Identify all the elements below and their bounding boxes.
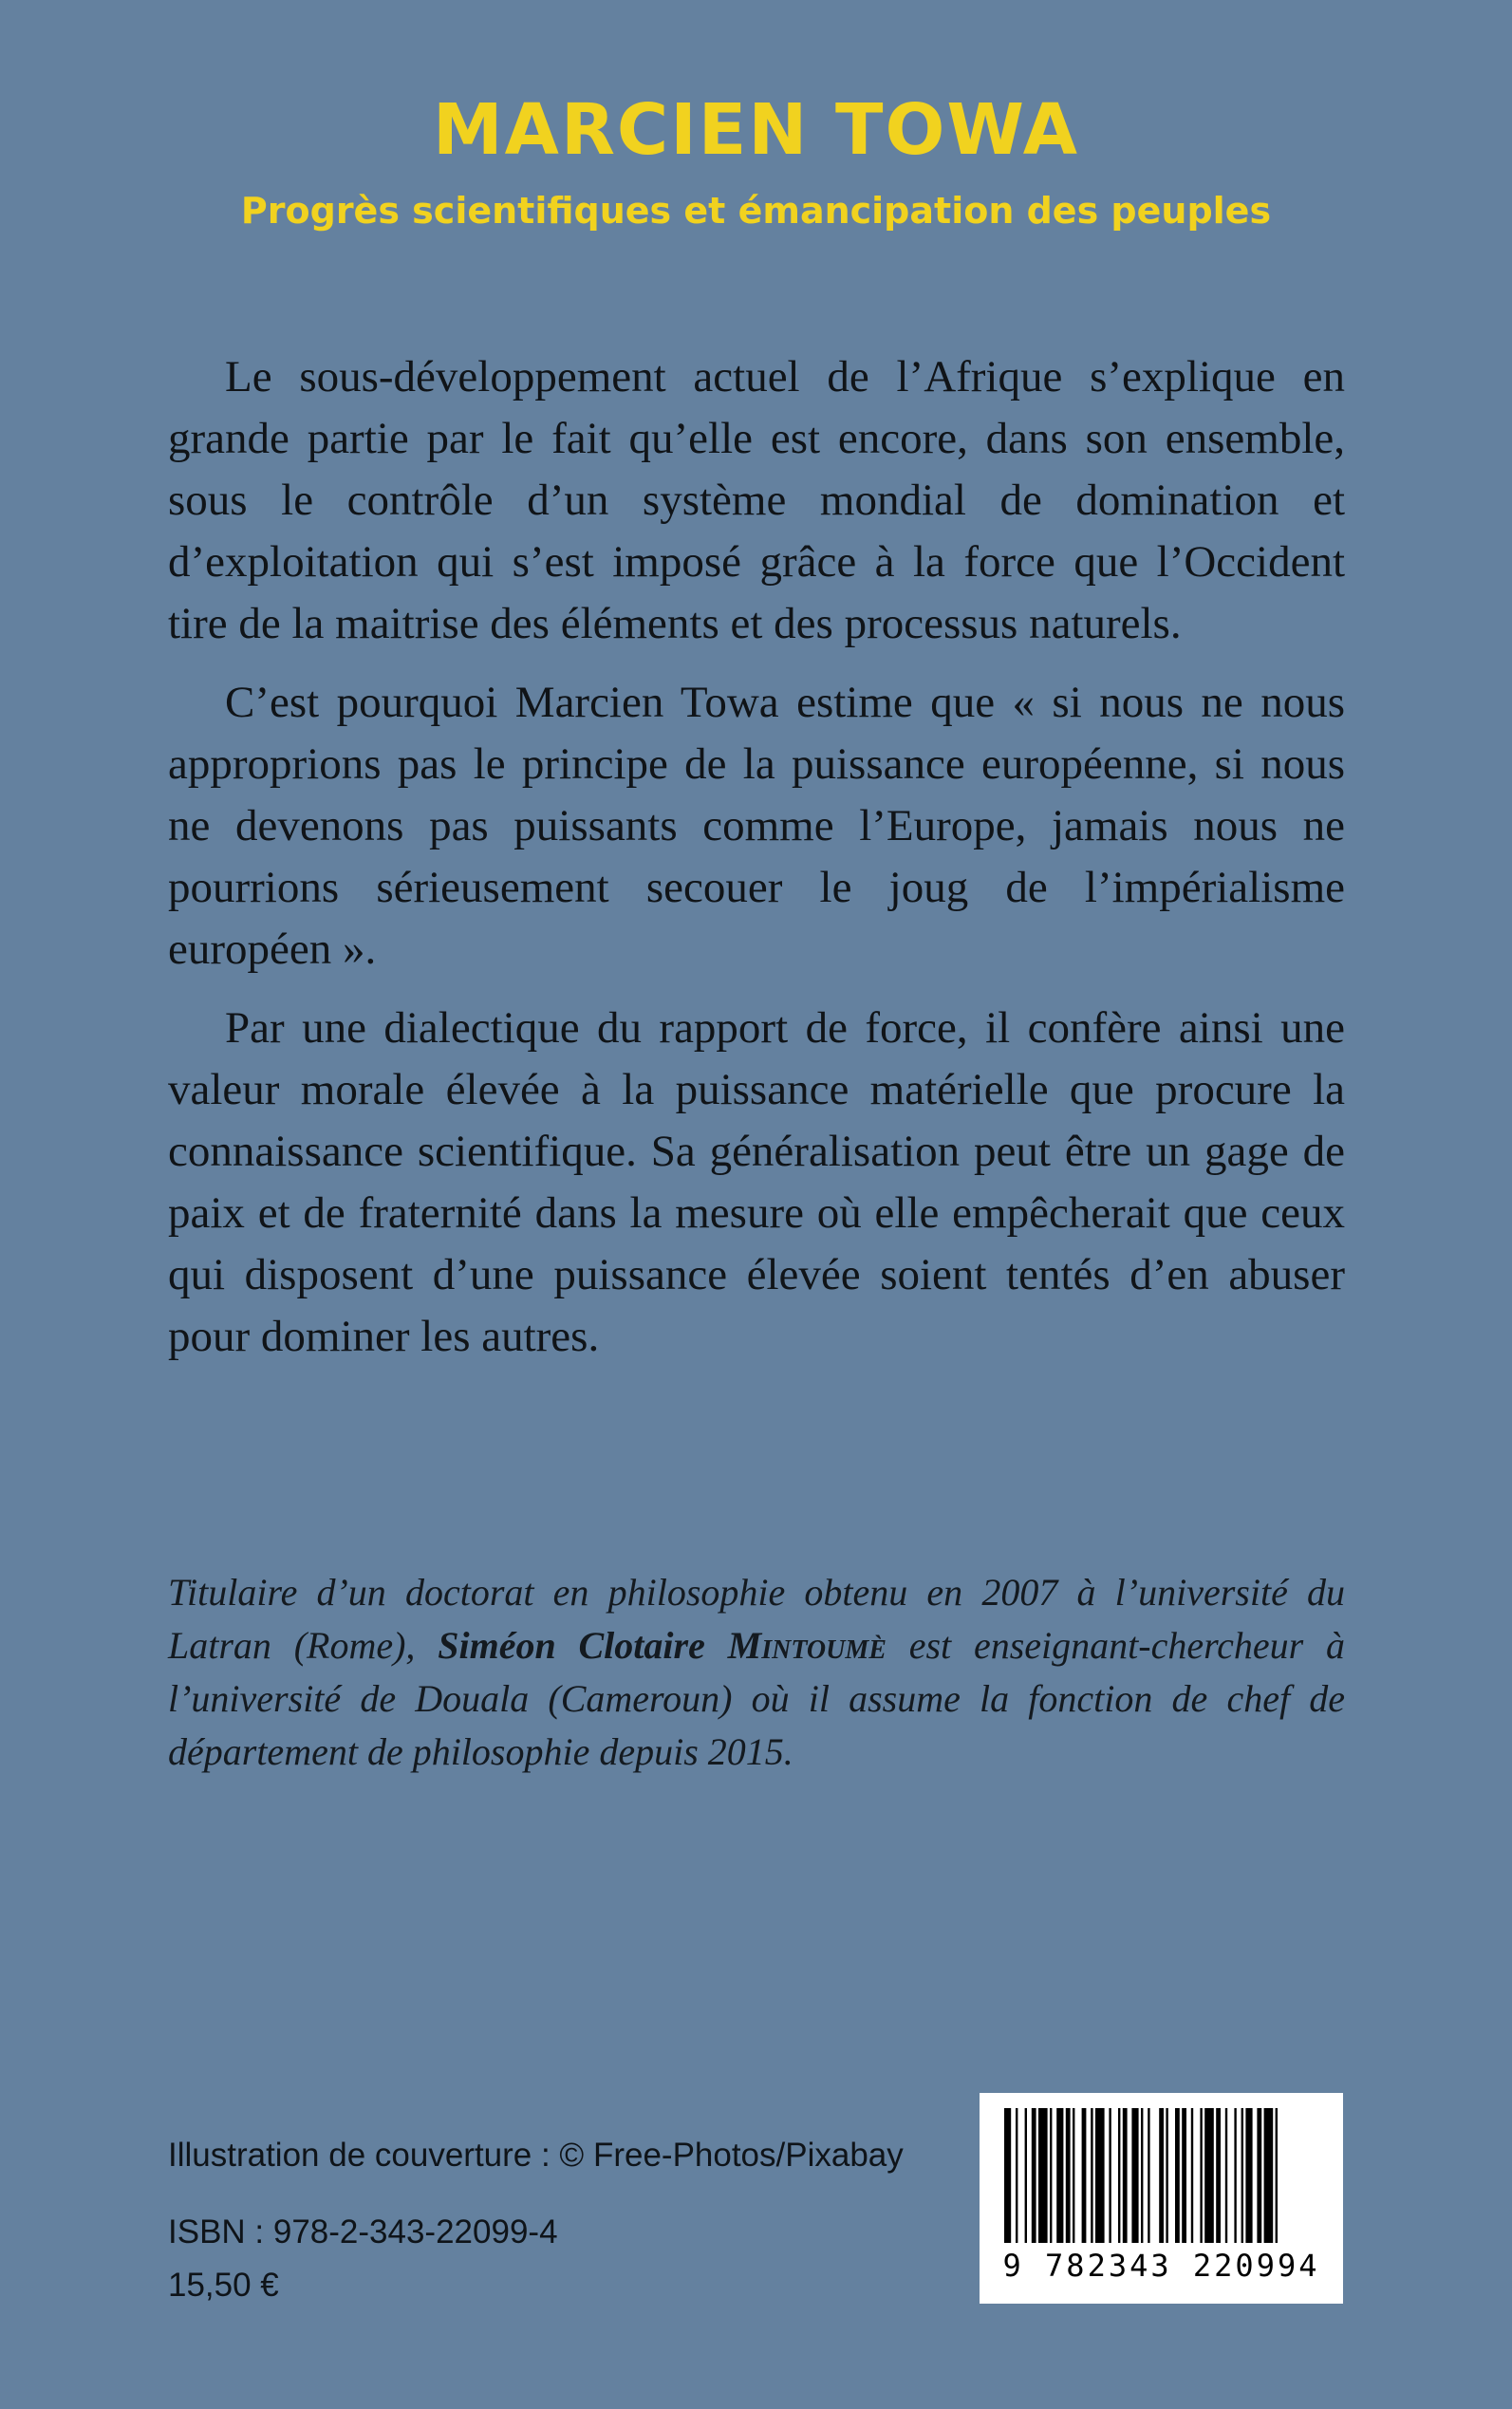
barcode-bar [1066, 2108, 1071, 2243]
bio-intro: Titulaire d’un doctorat en philosophie obtenu en 2007 à l’université du Latran (Rome), [168, 1571, 1345, 1667]
barcode-bar [1241, 2108, 1243, 2243]
barcode-bar [1200, 2108, 1202, 2243]
barcode-bar [1245, 2108, 1252, 2243]
illustration-credit: Illustration de couverture : © Free-Photos/Pixabay [168, 2137, 904, 2174]
barcode-bar [1082, 2108, 1087, 2243]
barcode-bar [1166, 2108, 1167, 2243]
barcode [980, 2093, 1343, 2304]
barcode-bar [1276, 2108, 1278, 2243]
barcode-bar [1032, 2108, 1036, 2243]
barcode-bar [1264, 2108, 1274, 2243]
barcode-bar [1123, 2108, 1128, 2243]
barcode-bar [1025, 2108, 1027, 2243]
bio-rest: est enseignant-chercheur à l’université de Douala (Cameroun) où il assume la fonction de chef de département de philosophie depuis 2015. [168, 1624, 1346, 1773]
barcode-bar [1148, 2108, 1149, 2243]
barcode-bar [1204, 2108, 1214, 2243]
isbn: ISBN : 978-2-343-22099-4 [168, 2213, 558, 2250]
barcode-bar [1175, 2108, 1180, 2243]
price: 15,50 € [168, 2267, 279, 2304]
barcode-digits: 9 782343 220994 [1002, 2248, 1320, 2284]
author-first-name: Siméon Clotaire [438, 1624, 728, 1667]
barcode-bar [1073, 2108, 1074, 2243]
barcode-bar [1159, 2108, 1164, 2243]
author-bio [168, 1566, 1345, 1779]
barcode-bar [1257, 2108, 1261, 2243]
barcode-bar [1050, 2108, 1052, 2243]
barcode-bar [1004, 2108, 1011, 2243]
barcode-bar [1109, 2108, 1111, 2243]
blurb-paragraph-2: C’est pourquoi Marcien Towa estime que « si nous ne nous approprions pas le principe de la puissance européenne, si nous ne devenons pas puissants comme l’Europe, jamais nous ne pourrions sérieusement secouer le joug de l’impérialisme européen ». [168, 678, 1345, 974]
barcode-bar [1225, 2108, 1227, 2243]
barcode-bar [1216, 2108, 1221, 2243]
barcode-bar [1056, 2108, 1063, 2243]
barcode-bar [1131, 2108, 1138, 2243]
barcode-bar [1182, 2108, 1186, 2243]
author-last-name: Mintoumè [727, 1624, 887, 1667]
blurb [168, 346, 1345, 1385]
blurb-paragraph-1: Le sous-développement actuel de l’Afrique s’explique en grande partie par le fait qu’elle est encore, dans son ensemble, sous le contrôle d’un système mondial de domination et d’exploitation qui s’est imposé grâce à la force que l’Occident tire de la maitrise des éléments et des processus naturels. [168, 352, 1345, 648]
barcode-bar [1141, 2108, 1143, 2243]
barcode-bar [1234, 2108, 1236, 2243]
barcode-bar [1095, 2108, 1105, 2243]
barcode-bar [1091, 2108, 1092, 2243]
blurb-paragraph-3: Par une dialectique du rapport de force, il confère ainsi une valeur morale élevée à la puissance matérielle que procure la connaissance scientifique. Sa généralisation peut être un gage de paix et de fraternité dans la mesure où elle empêcherait que ceux qui disposent d’une puissance élevée soient tentés d’en abuser pour dominer les autres. [168, 1003, 1345, 1361]
barcode-bar [1118, 2108, 1120, 2243]
barcode-bar [1191, 2108, 1193, 2243]
barcode-bar [1038, 2108, 1048, 2243]
book-title: MARCIEN TOWA [433, 89, 1079, 171]
barcode-bar [1016, 2108, 1017, 2243]
book-subtitle: Progrès scientifiques et émancipation des peuples [240, 190, 1272, 232]
